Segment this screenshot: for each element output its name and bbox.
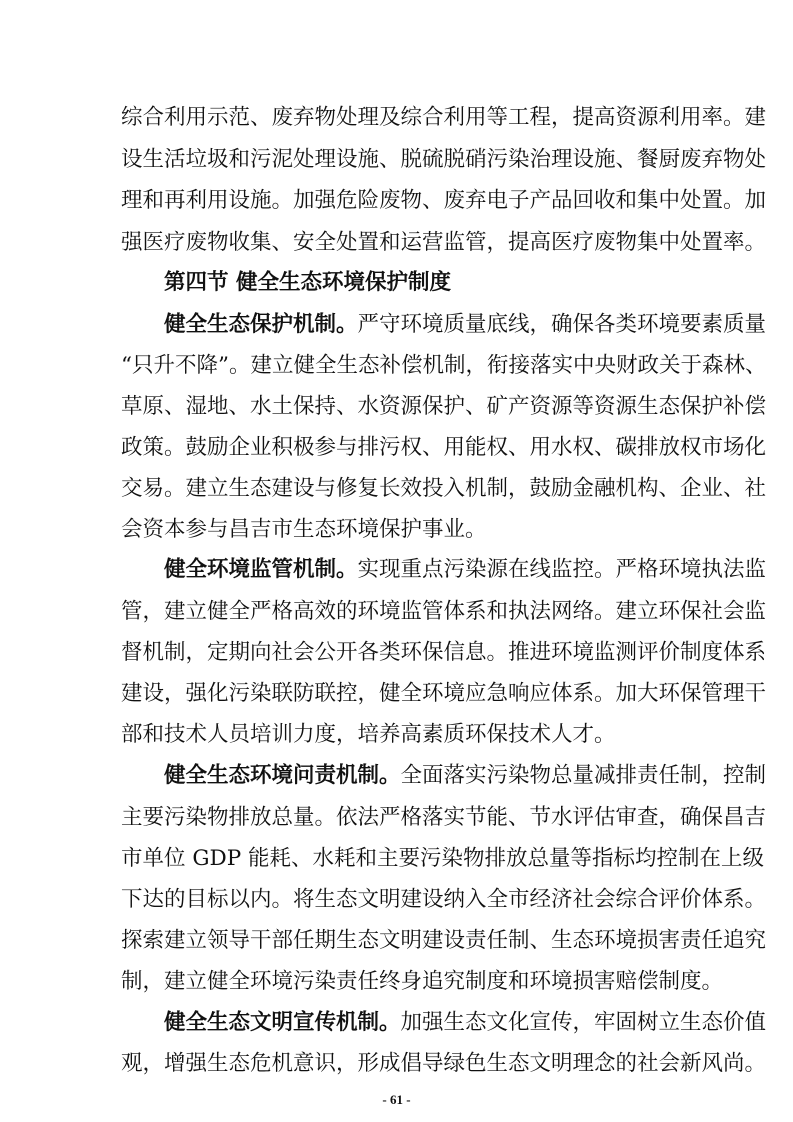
- body-line: 综合利用示范、废弃物处理及综合利用等工程，提高资源利用率。建: [121, 105, 767, 130]
- body-line: 设生活垃圾和污泥处理设施、脱硫脱硝污染治理设施、餐厨废弃物处: [121, 147, 767, 172]
- paragraph-first-line: [164, 555, 767, 585]
- paragraph-lead: 健全环境监管机制。: [164, 557, 358, 582]
- paragraph-lead: 健全生态保护机制。: [164, 312, 358, 337]
- body-line: 市单位 GDP 能耗、水耗和主要污染物排放总量等指标均控制在上级: [121, 846, 765, 871]
- paragraph-text: 全面落实污染物总量减排责任制，控制: [400, 763, 767, 788]
- paragraph-text: 严守环境质量底线，确保各类环境要素质量: [357, 312, 767, 337]
- body-line: 制，建立健全环境污染责任终身追究制度和环境损害赔偿制度。: [121, 969, 724, 994]
- body-line: 探索建立领导干部任期生态文明建设责任制、生态环境损害责任追究: [121, 928, 767, 953]
- paragraph-first-line: [164, 761, 767, 791]
- body-line: 草原、湿地、水土保持、水资源保护、矿产资源等资源生态保护补偿: [121, 394, 767, 419]
- body-line: 部和技术人员培训力度，培养高素质环保技术人才。: [121, 722, 616, 747]
- body-line: 交易。建立生态建设与修复长效投入机制，鼓励金融机构、企业、社: [121, 476, 767, 501]
- body-line: 督机制，定期向社会公开各类环保信息。推进环境监测评价制度体系: [121, 640, 767, 665]
- body-line: 建设，强化污染联防联控，健全环境应急响应体系。加大环保管理干: [121, 681, 767, 706]
- body-line: 政策。鼓励企业积极参与排污权、用能权、用水权、碳排放权市场化: [121, 435, 767, 460]
- body-line: 下达的目标以内。将生态文明建设纳入全市经济社会综合评价体系。: [121, 887, 767, 912]
- body-line: 会资本参与昌吉市生态环境保护事业。: [121, 517, 487, 542]
- paragraph-first-line: [164, 1008, 767, 1038]
- body-line: 管，建立健全严格高效的环境监管体系和执法网络。建立环保社会监: [121, 599, 767, 624]
- section-heading: 第四节 健全生态环境保护制度: [164, 270, 451, 295]
- body-line: 强医疗废物收集、安全处置和运营监管，提高医疗废物集中处置率。: [121, 230, 767, 255]
- paragraph-first-line: [164, 310, 767, 340]
- body-line: 主要污染物排放总量。依法严格落实节能、节水评估审查，确保昌吉: [121, 805, 767, 830]
- paragraph-text: 加强生态文化宣传，牢固树立生态价值: [400, 1010, 767, 1035]
- paragraph-lead: 健全生态文明宣传机制。: [164, 1010, 401, 1035]
- paragraph-text: 实现重点污染源在线监控。严格环境执法监: [357, 557, 767, 582]
- body-line: 观，增强生态危机意识，形成倡导绿色生态文明理念的社会新风尚。: [121, 1051, 767, 1076]
- paragraph-lead: 健全生态环境问责机制。: [164, 763, 401, 788]
- body-line: “只升不降”。建立健全生态补偿机制，衔接落实中央财政关于森林、: [121, 353, 767, 378]
- page-number: - 61 -: [382, 1092, 411, 1107]
- body-line: 理和再利用设施。加强危险废物、废弃电子产品回收和集中处置。加: [121, 188, 767, 213]
